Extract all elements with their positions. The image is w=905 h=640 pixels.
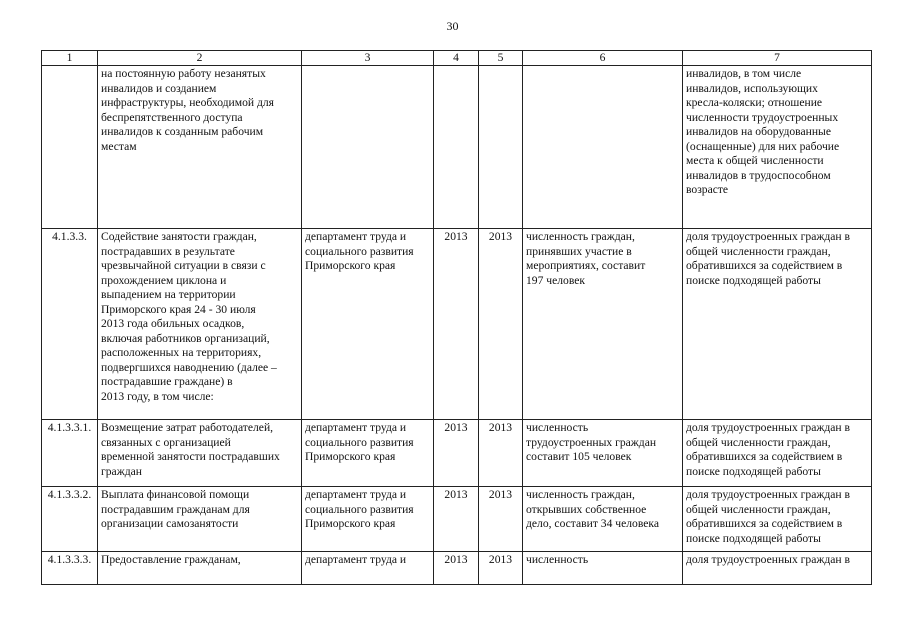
- cell-activity: Содействие занятости граждан, пострадавших в результате чрезвычайной ситуации в связи с прохождением циклона и выпадением на территории Приморского края 24 - 30 июля 2013 года обильных осадков, включая работников организаций, расположенных на территориях, подвергшихся наводнению (далее – пострадавшие граждане) в 2013 году, в том числе:: [98, 229, 302, 420]
- table-row: [42, 229, 872, 420]
- header-col-7: 7: [683, 51, 872, 66]
- cell-result: [523, 66, 683, 229]
- cell-result: численность: [523, 552, 683, 585]
- cell-result: численность трудоустроенных граждан составит 105 человек: [523, 420, 683, 487]
- cell-start-year: 2013: [434, 487, 479, 552]
- cell-number: 4.1.3.3.1.: [42, 420, 98, 487]
- header-col-2: 2: [98, 51, 302, 66]
- header-row: [42, 51, 872, 66]
- cell-end-year: 2013: [479, 487, 523, 552]
- cell-number: [42, 66, 98, 229]
- cell-executor: департамент труда и: [302, 552, 434, 585]
- cell-result: численность граждан, принявших участие в мероприятиях, составит 197 человек: [523, 229, 683, 420]
- table-row: [42, 552, 872, 585]
- cell-activity: Выплата финансовой помощи пострадавшим гражданам для организации самозанятости: [98, 487, 302, 552]
- cell-number: 4.1.3.3.3.: [42, 552, 98, 585]
- cell-executor: департамент труда и социального развития Приморского края: [302, 420, 434, 487]
- cell-start-year: [434, 66, 479, 229]
- cell-start-year: 2013: [434, 420, 479, 487]
- cell-indicator: доля трудоустроенных граждан в общей численности граждан, обратившихся за содействием в поиске подходящей работы: [683, 229, 872, 420]
- cell-end-year: 2013: [479, 229, 523, 420]
- header-col-3: 3: [302, 51, 434, 66]
- cell-executor: департамент труда и социального развития Приморского края: [302, 229, 434, 420]
- cell-start-year: 2013: [434, 229, 479, 420]
- cell-number: 4.1.3.3.: [42, 229, 98, 420]
- program-activities-table: [41, 50, 872, 585]
- cell-activity: Предоставление гражданам,: [98, 552, 302, 585]
- cell-end-year: 2013: [479, 420, 523, 487]
- cell-activity: на постоянную работу незанятых инвалидов и созданием инфраструктуры, необходимой для беспрепятственного доступа инвалидов к созданным рабочим местам: [98, 66, 302, 229]
- cell-indicator: доля трудоустроенных граждан в: [683, 552, 872, 585]
- cell-start-year: 2013: [434, 552, 479, 585]
- cell-indicator: инвалидов, в том числе инвалидов, использующих кресла-коляски; отношение численности трудоустроенных инвалидов на оборудованные (оснащенные) для них рабочие места к общей численности инвалидов в трудоспособном возрасте: [683, 66, 872, 229]
- cell-executor: [302, 66, 434, 229]
- table-row: [42, 420, 872, 487]
- cell-end-year: [479, 66, 523, 229]
- cell-indicator: доля трудоустроенных граждан в общей численности граждан, обратившихся за содействием в поиске подходящей работы: [683, 487, 872, 552]
- table-row: [42, 487, 872, 552]
- header-col-5: 5: [479, 51, 523, 66]
- cell-end-year: 2013: [479, 552, 523, 585]
- cell-number: 4.1.3.3.2.: [42, 487, 98, 552]
- page-number: 30: [446, 19, 459, 33]
- cell-executor: департамент труда и социального развития Приморского края: [302, 487, 434, 552]
- cell-result: численность граждан, открывших собственное дело, составит 34 человека: [523, 487, 683, 552]
- cell-activity: Возмещение затрат работодателей, связанных с организацией временной занятости пострадавших граждан: [98, 420, 302, 487]
- header-col-6: 6: [523, 51, 683, 66]
- header-col-1: 1: [42, 51, 98, 66]
- header-col-4: 4: [434, 51, 479, 66]
- cell-indicator: доля трудоустроенных граждан в общей численности граждан, обратившихся за содействием в поиске подходящей работы: [683, 420, 872, 487]
- table-row: [42, 66, 872, 229]
